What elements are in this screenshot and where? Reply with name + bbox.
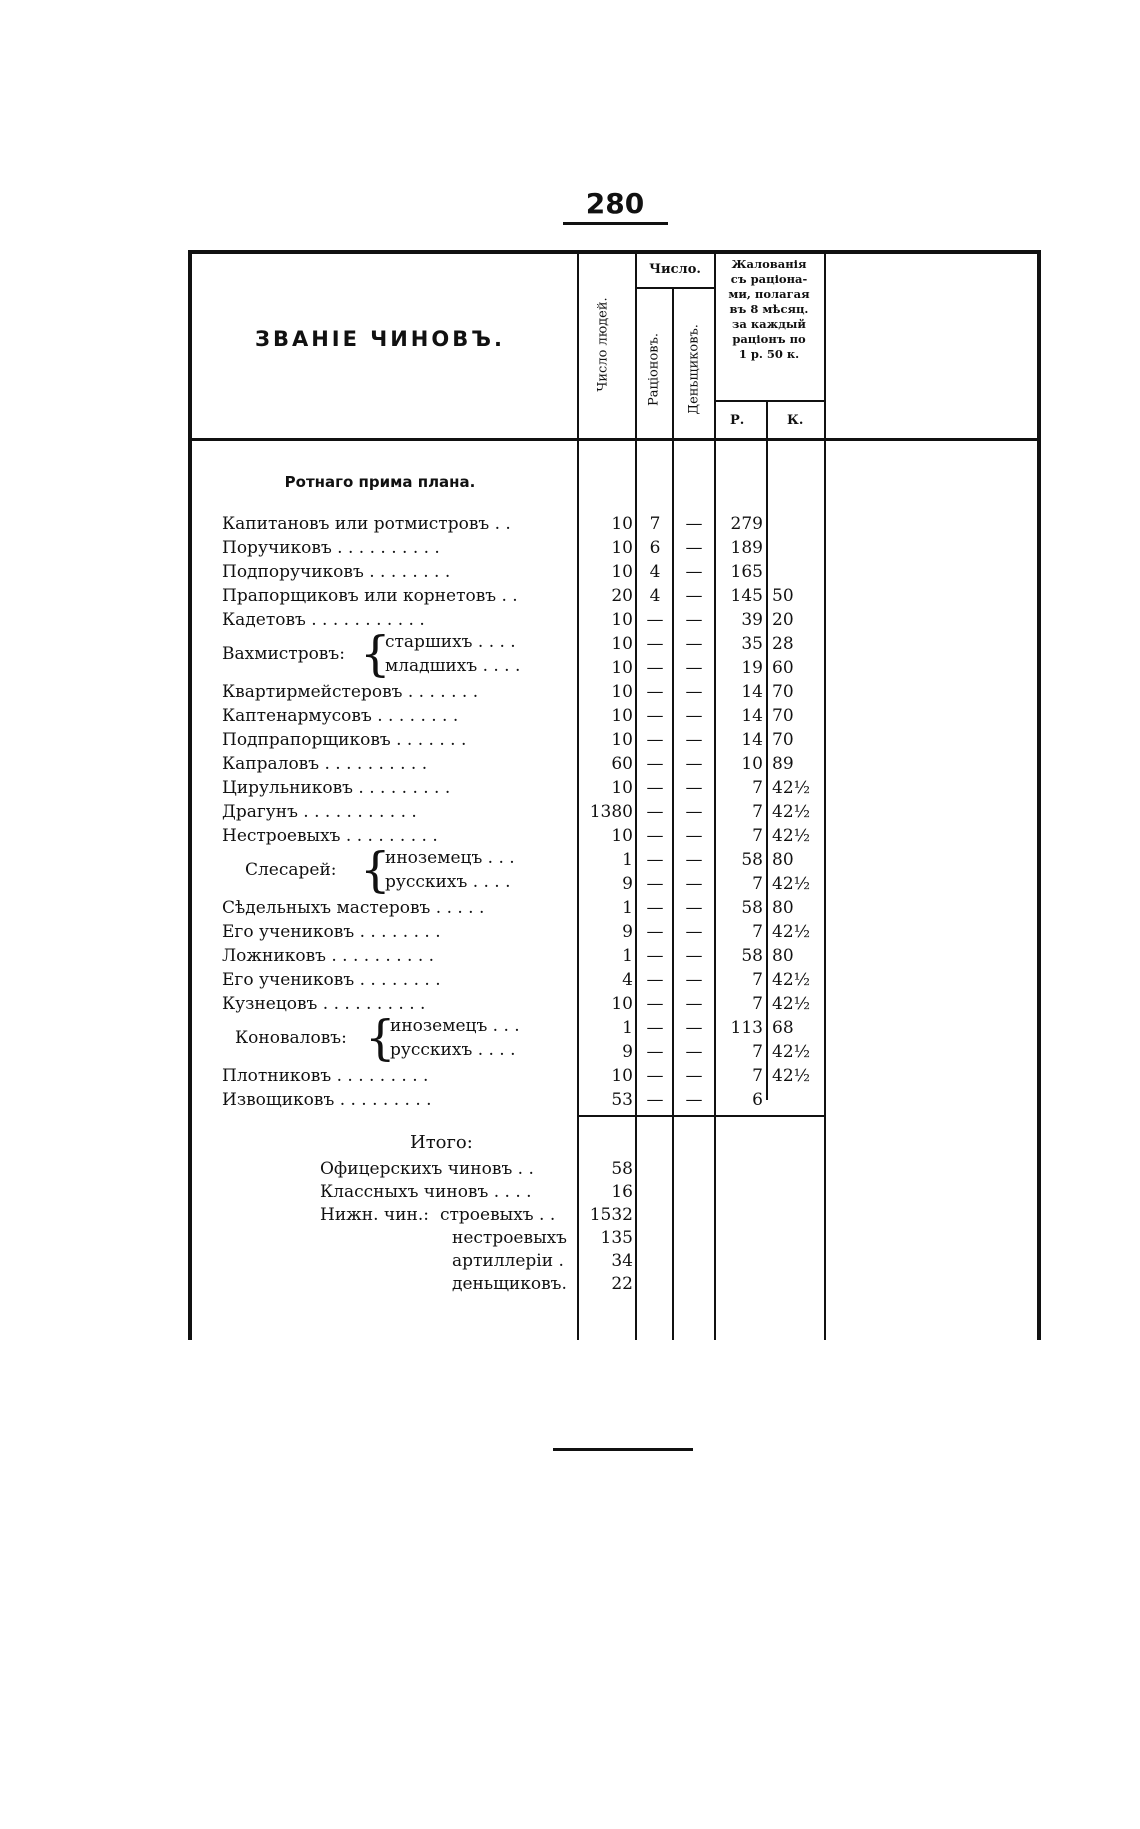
group-sub-label: старшихъ . . . . — [385, 632, 516, 652]
table-frame-top — [188, 250, 1041, 254]
page-number: 280 — [585, 187, 645, 220]
totals-label: деньщиковъ. — [452, 1274, 567, 1294]
totals-row: деньщиковъ. 22 — [452, 1274, 633, 1294]
header-rub: Р. — [730, 413, 745, 428]
number-sub-rule — [635, 287, 714, 289]
totals-row: артиллеріи . 34 — [452, 1251, 633, 1271]
header-kop: К. — [787, 413, 804, 428]
totals-label: Нижн. чин.: — [320, 1205, 429, 1225]
totals-label: нестроевыхъ — [452, 1228, 567, 1248]
table-row: Капитановъ или ротмистровъ . . 10 7 — 279 — [222, 514, 763, 534]
group-label-slesar: Слесарей: — [245, 860, 337, 880]
totals-label: строевыхъ . . — [440, 1205, 556, 1225]
group-sub-label: русскихъ . . . . — [390, 1040, 516, 1060]
header-orderlies: Деньщиковъ. — [686, 324, 702, 415]
table-row: Нестроевыхъ . . . . . . . . . 10 — — 7 42½ — [222, 826, 811, 846]
table-row: Капраловъ . . . . . . . . . . 60 — — 10 89 — [222, 754, 794, 774]
table-row: Извощиковъ . . . . . . . . . 53 — — 6 — [222, 1090, 763, 1110]
table-row: 1 — — 58 80 — [622, 850, 794, 870]
totals-row: Офицерскихъ чиновъ . . 58 — [320, 1159, 633, 1179]
pay-sub-rule — [714, 400, 824, 402]
table-row: Подпрапорщиковъ . . . . . . . 10 — — 14 70 — [222, 730, 794, 750]
table-row: 10 — — 19 60 — [611, 658, 794, 678]
header-people: Число людей. — [595, 297, 611, 392]
totals-row: Нижн. чин.: строевыхъ . . 1532 — [320, 1205, 633, 1225]
table-row: Сѣдельныхъ мастеровъ . . . . . 1 — — 58 80 — [222, 898, 794, 918]
table-row: Кадетовъ . . . . . . . . . . . 10 — — 39 20 — [222, 610, 794, 630]
totals-title: Итого: — [410, 1132, 473, 1153]
group-sub-label: иноземецъ . . . — [385, 848, 515, 868]
header-rule — [192, 438, 1037, 441]
table-row: Плотниковъ . . . . . . . . . 10 — — 7 42½ — [222, 1066, 811, 1086]
group-sub-label: младшихъ . . . . — [385, 656, 521, 676]
totals-label: Классныхъ чиновъ . . . . — [320, 1182, 532, 1202]
brace-icon: { — [360, 626, 391, 682]
table-row: Цирульниковъ . . . . . . . . . 10 — — 7 42½ — [222, 778, 811, 798]
group-sub-label: русскихъ . . . . — [385, 872, 511, 892]
section-title: Ротнаго прима плана. — [284, 473, 476, 491]
table-row: Каптенармусовъ . . . . . . . . 10 — — 14 70 — [222, 706, 794, 726]
totals-row: Классныхъ чиновъ . . . . 16 — [320, 1182, 633, 1202]
group-label-konoval: Коноваловъ: — [235, 1028, 347, 1048]
table-row: 10 — — 35 28 — [611, 634, 794, 654]
page-number-rule — [563, 222, 668, 225]
table-row: Кузнецовъ . . . . . . . . . . 10 — — 7 42½ — [222, 994, 811, 1014]
table-row: Подпоручиковъ . . . . . . . . 10 4 — 165 — [222, 562, 763, 582]
table-row: Поручиковъ . . . . . . . . . . 10 6 — 189 — [222, 538, 763, 558]
brace-icon: { — [360, 842, 391, 898]
bottom-rule — [553, 1448, 693, 1451]
totals-label: Офицерскихъ чиновъ . . — [320, 1159, 534, 1179]
table-row: 9 — — 7 42½ — [622, 1042, 811, 1062]
header-rations: Раціоновъ. — [646, 332, 662, 407]
table-row: 9 — — 7 42½ — [622, 874, 811, 894]
header-pay: Жалованія съ раціона- ми, полагая въ 8 мѣсяц. за каждый раціонъ по 1 р. 50 к. — [728, 257, 810, 361]
group-label-vakhmistr: Вахмистровъ: — [222, 644, 345, 664]
table-row: Квартирмейстеровъ . . . . . . . 10 — — 14 70 — [222, 682, 794, 702]
header-number: Число. — [649, 262, 701, 277]
totals-rule — [577, 1115, 824, 1117]
table-row: 1 — — 113 68 — [622, 1018, 794, 1038]
table-row: Его учениковъ . . . . . . . . 4 — — 7 42½ — [222, 970, 811, 990]
totals-label: артиллеріи . — [452, 1251, 564, 1271]
table-row: Его учениковъ . . . . . . . . 9 — — 7 42½ — [222, 922, 811, 942]
header-title: ЗВАНІЕ ЧИНОВЪ. — [255, 327, 505, 351]
totals-row: нестроевыхъ 135 — [452, 1228, 633, 1248]
table-row: Прапорщиковъ или корнетовъ . . 20 4 — 145 50 — [222, 586, 794, 606]
table-row: Ложниковъ . . . . . . . . . . 1 — — 58 80 — [222, 946, 794, 966]
brace-icon: { — [365, 1010, 396, 1066]
group-sub-label: иноземецъ . . . — [390, 1016, 520, 1036]
table-row: Драгунъ . . . . . . . . . . . 1380 — — 7 42½ — [222, 802, 811, 822]
